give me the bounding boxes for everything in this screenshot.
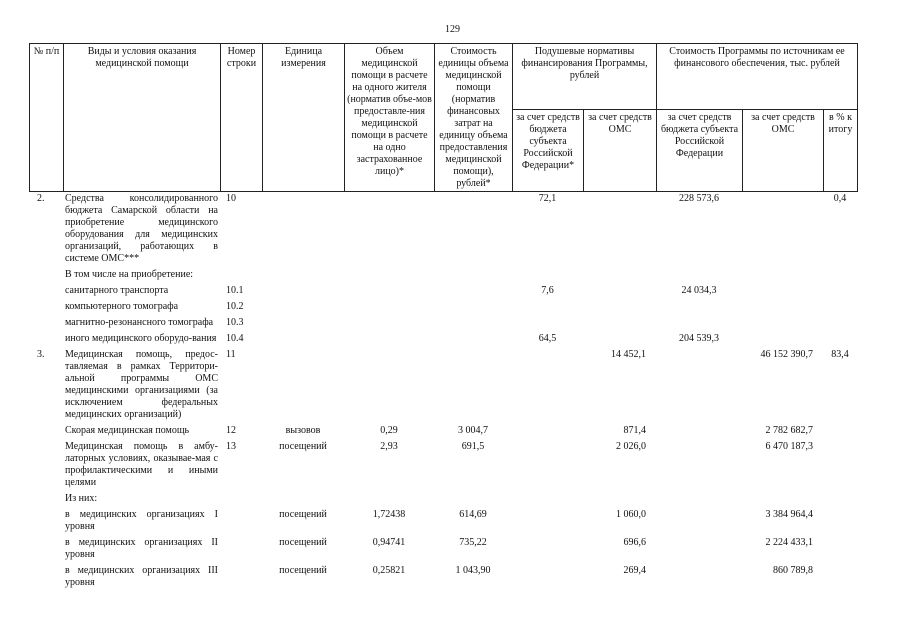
row-volume: 0,29 <box>380 425 398 436</box>
row-unit: посещений <box>279 509 327 520</box>
row-norm-oms <box>583 329 656 345</box>
row-cost-oms: 46 152 390,7 <box>760 349 813 360</box>
row-no: 3. <box>37 349 45 360</box>
row-cost: 691,5 <box>461 441 485 452</box>
row-volume <box>344 329 434 345</box>
row-norm-budget: 72,1 <box>538 193 557 204</box>
row-unit <box>262 329 344 345</box>
row-name: в медицинских организациях I уровня <box>65 509 218 532</box>
row-cost <box>434 489 512 505</box>
header-cost-oms: за счет средств ОМС <box>743 110 824 192</box>
row-cost <box>434 329 512 345</box>
row-cost-oms: 2 224 433,1 <box>765 537 813 548</box>
header-group-cost: Стоимость Программы по источникам ее финансового обеспечения, тыс. рублей <box>657 44 858 110</box>
row-pct: 83,4 <box>831 349 849 360</box>
row-norm-oms: 14 452,1 <box>611 349 646 360</box>
row-no <box>29 561 63 589</box>
row-number <box>220 561 262 589</box>
row-unit <box>262 313 344 329</box>
row-cost <box>434 313 512 329</box>
row-cost-oms <box>742 265 823 281</box>
row-name: компьютерного томографа <box>65 301 179 312</box>
row-name: Медицинская помощь, предос-тавляемая в рамках Территори-альной программы ОМС медицинскими организациями (за исключением федеральных медицинских организаций) <box>65 349 218 420</box>
row-name: Из них: <box>65 493 98 504</box>
row-norm-budget <box>512 345 583 421</box>
row-unit <box>262 265 344 281</box>
row-norm-budget <box>512 421 583 437</box>
row-number: 10.1 <box>226 285 244 296</box>
row-name: магнитно-резонансного томографа <box>65 317 214 328</box>
row-unit <box>262 281 344 297</box>
row-number <box>220 489 262 505</box>
header-col-volume: Объем медицинской помощи в расчете на одного жителя (норматив объе-мов предоставле-ния медицинской помощи в расчете на одно застрахованное лицо)* <box>345 44 435 192</box>
row-cost-oms: 6 470 187,3 <box>765 441 813 452</box>
row-volume <box>344 265 434 281</box>
row-no <box>29 265 63 281</box>
row-cost-budget: 24 034,3 <box>681 285 717 296</box>
row-number: 10.3 <box>226 317 244 328</box>
row-norm-oms: 269,4 <box>623 565 646 576</box>
row-cost-oms <box>742 297 823 313</box>
table-row <box>29 345 857 421</box>
row-cost-oms <box>742 313 823 329</box>
row-norm-budget <box>512 533 583 561</box>
row-unit: посещений <box>279 565 327 576</box>
row-no <box>29 421 63 437</box>
row-pct <box>823 437 857 489</box>
row-cost-budget <box>656 561 742 589</box>
row-cost-budget <box>656 421 742 437</box>
row-cost: 1 043,90 <box>455 565 491 576</box>
row-cost-budget <box>656 265 742 281</box>
row-cost-budget <box>656 437 742 489</box>
row-volume: 0,25821 <box>372 565 406 576</box>
row-cost: 735,22 <box>459 537 487 548</box>
header-col-no: № п/п <box>30 44 64 192</box>
row-cost-oms: 3 384 964,4 <box>765 509 813 520</box>
table-row <box>29 265 857 281</box>
header-col-cost: Стоимость единицы объема медицинской помощи (норматив финансовых затрат на единицу объема предоставления медицинской помощи), рублей* <box>435 44 513 192</box>
row-pct <box>823 265 857 281</box>
row-cost-budget: 228 573,6 <box>679 193 719 204</box>
row-pct <box>823 561 857 589</box>
table-body <box>29 193 857 589</box>
row-cost-budget <box>656 313 742 329</box>
row-norm-budget: 64,5 <box>538 333 557 344</box>
row-name: В том числе на приобретение: <box>65 269 194 280</box>
row-name: санитарного транспорта <box>65 285 169 296</box>
row-unit: посещений <box>279 537 327 548</box>
row-name: Медицинская помощь в амбу-латорных условиях, оказывае-мая с профилактическими и иными целями <box>65 441 218 488</box>
row-number: 10.4 <box>226 333 244 344</box>
row-number: 10.2 <box>226 301 244 312</box>
row-pct <box>823 281 857 297</box>
row-number: 11 <box>226 349 236 360</box>
header-norm-budget: за счет средств бюджета субъекта Российской Федерации* <box>513 110 584 192</box>
row-name: иного медицинского оборудо-вания <box>65 333 217 344</box>
header-col-kind: Виды и условия оказания медицинской помощи <box>64 44 221 192</box>
row-cost-budget <box>656 505 742 533</box>
row-cost <box>434 265 512 281</box>
row-cost <box>434 193 512 265</box>
row-cost: 614,69 <box>459 509 487 520</box>
header-col-unit: Единица измерения <box>263 44 345 192</box>
row-norm-budget <box>512 437 583 489</box>
row-norm-budget <box>512 561 583 589</box>
row-cost <box>434 281 512 297</box>
row-volume: 2,93 <box>380 441 398 452</box>
row-norm-budget <box>512 505 583 533</box>
header-group-norms: Подушевые нормативы финансирования Программы, рублей <box>513 44 657 110</box>
row-norm-oms: 1 060,0 <box>616 509 646 520</box>
table-row <box>29 421 857 437</box>
row-volume <box>344 297 434 313</box>
row-cost-budget <box>656 533 742 561</box>
table-row <box>29 313 857 329</box>
row-no <box>29 313 63 329</box>
row-norm-oms <box>583 265 656 281</box>
row-norm-budget: 7,6 <box>541 285 554 296</box>
row-pct <box>823 329 857 345</box>
row-norm-oms: 696,6 <box>623 537 646 548</box>
row-cost-oms <box>742 281 823 297</box>
row-volume <box>344 281 434 297</box>
row-norm-oms <box>583 313 656 329</box>
row-pct <box>823 489 857 505</box>
row-no <box>29 437 63 489</box>
row-no <box>29 533 63 561</box>
row-name: в медицинских организациях III уровня <box>65 565 218 588</box>
header-norm-oms: за счет средств ОМС <box>584 110 657 192</box>
row-norm-oms <box>583 193 656 265</box>
header-cost-pct: в % к итогу <box>824 110 858 192</box>
row-norm-oms <box>583 297 656 313</box>
row-norm-budget <box>512 297 583 313</box>
table-row <box>29 505 857 533</box>
table-row <box>29 329 857 345</box>
row-unit: вызовов <box>285 425 321 436</box>
row-volume <box>344 489 434 505</box>
table-row <box>29 489 857 505</box>
table-row <box>29 561 857 589</box>
row-unit <box>262 489 344 505</box>
row-volume <box>344 313 434 329</box>
table-row <box>29 437 857 489</box>
row-no <box>29 297 63 313</box>
row-cost-oms: 860 789,8 <box>773 565 813 576</box>
row-no <box>29 329 63 345</box>
row-norm-budget <box>512 265 583 281</box>
row-name: Средства консолидированного бюджета Самарской области на приобретение медицинского оборудования для медицинских организаций, работающих в системе ОМС*** <box>65 193 218 264</box>
table-row <box>29 533 857 561</box>
row-unit <box>262 297 344 313</box>
row-name: в медицинских организациях II уровня <box>65 537 218 560</box>
row-pct <box>823 421 857 437</box>
row-cost-oms <box>742 329 823 345</box>
page-number: 129 <box>445 24 460 35</box>
row-pct <box>823 505 857 533</box>
row-cost-budget <box>656 489 742 505</box>
row-unit: посещений <box>279 441 327 452</box>
row-volume <box>344 193 434 265</box>
row-cost <box>434 345 512 421</box>
row-cost-budget <box>656 297 742 313</box>
row-volume: 1,72438 <box>372 509 406 520</box>
row-unit <box>262 193 344 265</box>
header-col-row: Номер строки <box>221 44 263 192</box>
row-cost-budget <box>656 345 742 421</box>
table-row <box>29 297 857 313</box>
row-cost: 3 004,7 <box>458 425 488 436</box>
row-cost <box>434 297 512 313</box>
row-no <box>29 281 63 297</box>
row-number <box>220 533 262 561</box>
row-number: 13 <box>226 441 236 452</box>
row-number <box>220 265 262 281</box>
row-cost-oms: 2 782 682,7 <box>765 425 813 436</box>
table-row <box>29 281 857 297</box>
row-pct: 0,4 <box>833 193 847 204</box>
row-norm-budget <box>512 313 583 329</box>
row-volume <box>344 345 434 421</box>
header-cost-budget: за счет средств бюджета субъекта Российской Федерации <box>657 110 743 192</box>
row-no <box>29 489 63 505</box>
row-cost-budget: 204 539,3 <box>679 333 719 344</box>
row-norm-oms: 871,4 <box>623 425 646 436</box>
table-row <box>29 193 857 265</box>
row-volume: 0,94741 <box>372 537 406 548</box>
row-pct <box>823 533 857 561</box>
row-norm-oms <box>583 489 656 505</box>
row-name: Скорая медицинская помощь <box>65 425 190 436</box>
row-number <box>220 505 262 533</box>
row-unit <box>262 345 344 421</box>
row-no: 2. <box>37 193 45 204</box>
row-number: 12 <box>226 425 236 436</box>
row-number: 10 <box>226 193 236 204</box>
row-norm-budget <box>512 489 583 505</box>
row-pct <box>823 297 857 313</box>
row-cost-oms <box>742 193 823 265</box>
row-norm-oms: 2 026,0 <box>616 441 646 452</box>
row-no <box>29 505 63 533</box>
row-norm-oms <box>583 281 656 297</box>
row-cost-oms <box>742 489 823 505</box>
row-pct <box>823 313 857 329</box>
table-header <box>29 43 858 192</box>
